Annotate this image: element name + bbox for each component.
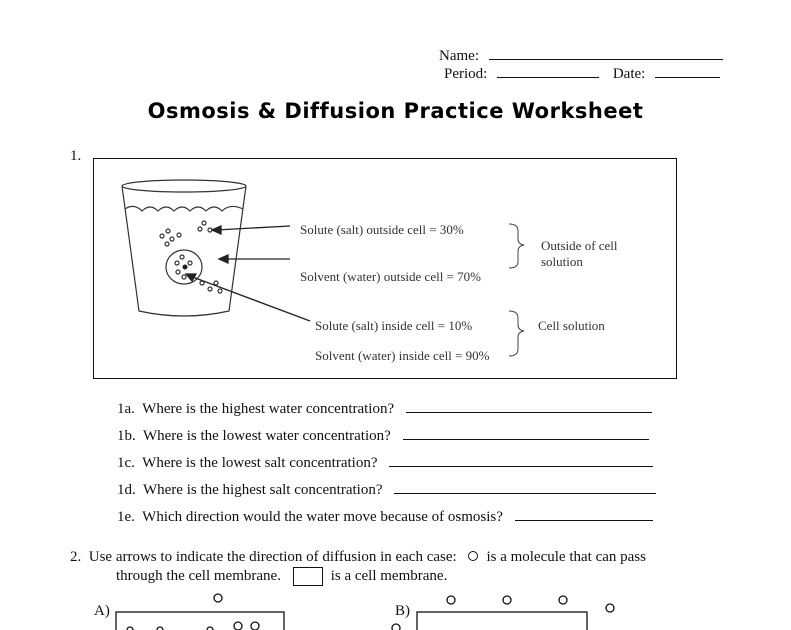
name-label: Name:	[439, 48, 479, 64]
question-1d: 1d. Where is the highest salt concentration?	[117, 479, 656, 499]
period-label: Period:	[444, 66, 488, 82]
molecule-icon	[468, 551, 478, 561]
name-input-line[interactable]	[489, 45, 723, 60]
question-1b: 1b. Where is the lowest water concentration?	[117, 425, 649, 445]
diagram-frame	[93, 158, 677, 379]
answer-line-1a[interactable]	[406, 398, 652, 413]
date-label: Date:	[612, 66, 646, 82]
case-b-diagram	[385, 590, 625, 630]
label-solute-inside: Solute (salt) inside cell = 10%	[315, 318, 473, 333]
case-a-diagram	[110, 590, 310, 630]
date-input-line[interactable]	[655, 63, 720, 78]
beaker-body	[122, 186, 246, 316]
period-input-line[interactable]	[497, 63, 599, 78]
page-title: Osmosis & Diffusion Practice Worksheet	[147, 99, 644, 123]
label-cell-solution: Cell solution	[538, 318, 605, 333]
label-solvent-outside: Solvent (water) outside cell = 70%	[300, 269, 481, 284]
question-2-number: 2.	[70, 549, 82, 565]
answer-line-1b[interactable]	[403, 425, 649, 440]
question-1e: 1e. Which direction would the water move because of osmosis?	[117, 506, 653, 526]
name-field	[439, 45, 723, 65]
answer-line-1d[interactable]	[394, 479, 656, 494]
label-outside-cell: Outside of cell	[541, 238, 618, 253]
label-solute-outside: Solute (salt) outside cell = 30%	[300, 222, 464, 237]
case-b-label: B)	[395, 603, 410, 619]
question-1a: 1a. Where is the highest water concentration?	[117, 398, 652, 418]
label-solvent-inside: Solvent (water) inside cell = 90%	[315, 348, 490, 363]
period-date-field	[444, 63, 720, 83]
question-1c: 1c. Where is the lowest salt concentration?	[117, 452, 653, 472]
water-surface	[125, 206, 243, 211]
membrane-icon	[293, 567, 323, 586]
question-2-line-2: through the cell membrane. is a cell membrane.	[116, 567, 447, 586]
case-a-label: A)	[94, 603, 110, 619]
question-1-number: 1.	[70, 148, 82, 164]
answer-line-1c[interactable]	[389, 452, 653, 467]
question-2: 2. Use arrows to indicate the direction of diffusion in each case: is a molecule that can pass	[70, 549, 646, 565]
label-solution: solution	[541, 254, 583, 269]
answer-line-1e[interactable]	[515, 506, 653, 521]
beaker-rim	[122, 180, 246, 192]
